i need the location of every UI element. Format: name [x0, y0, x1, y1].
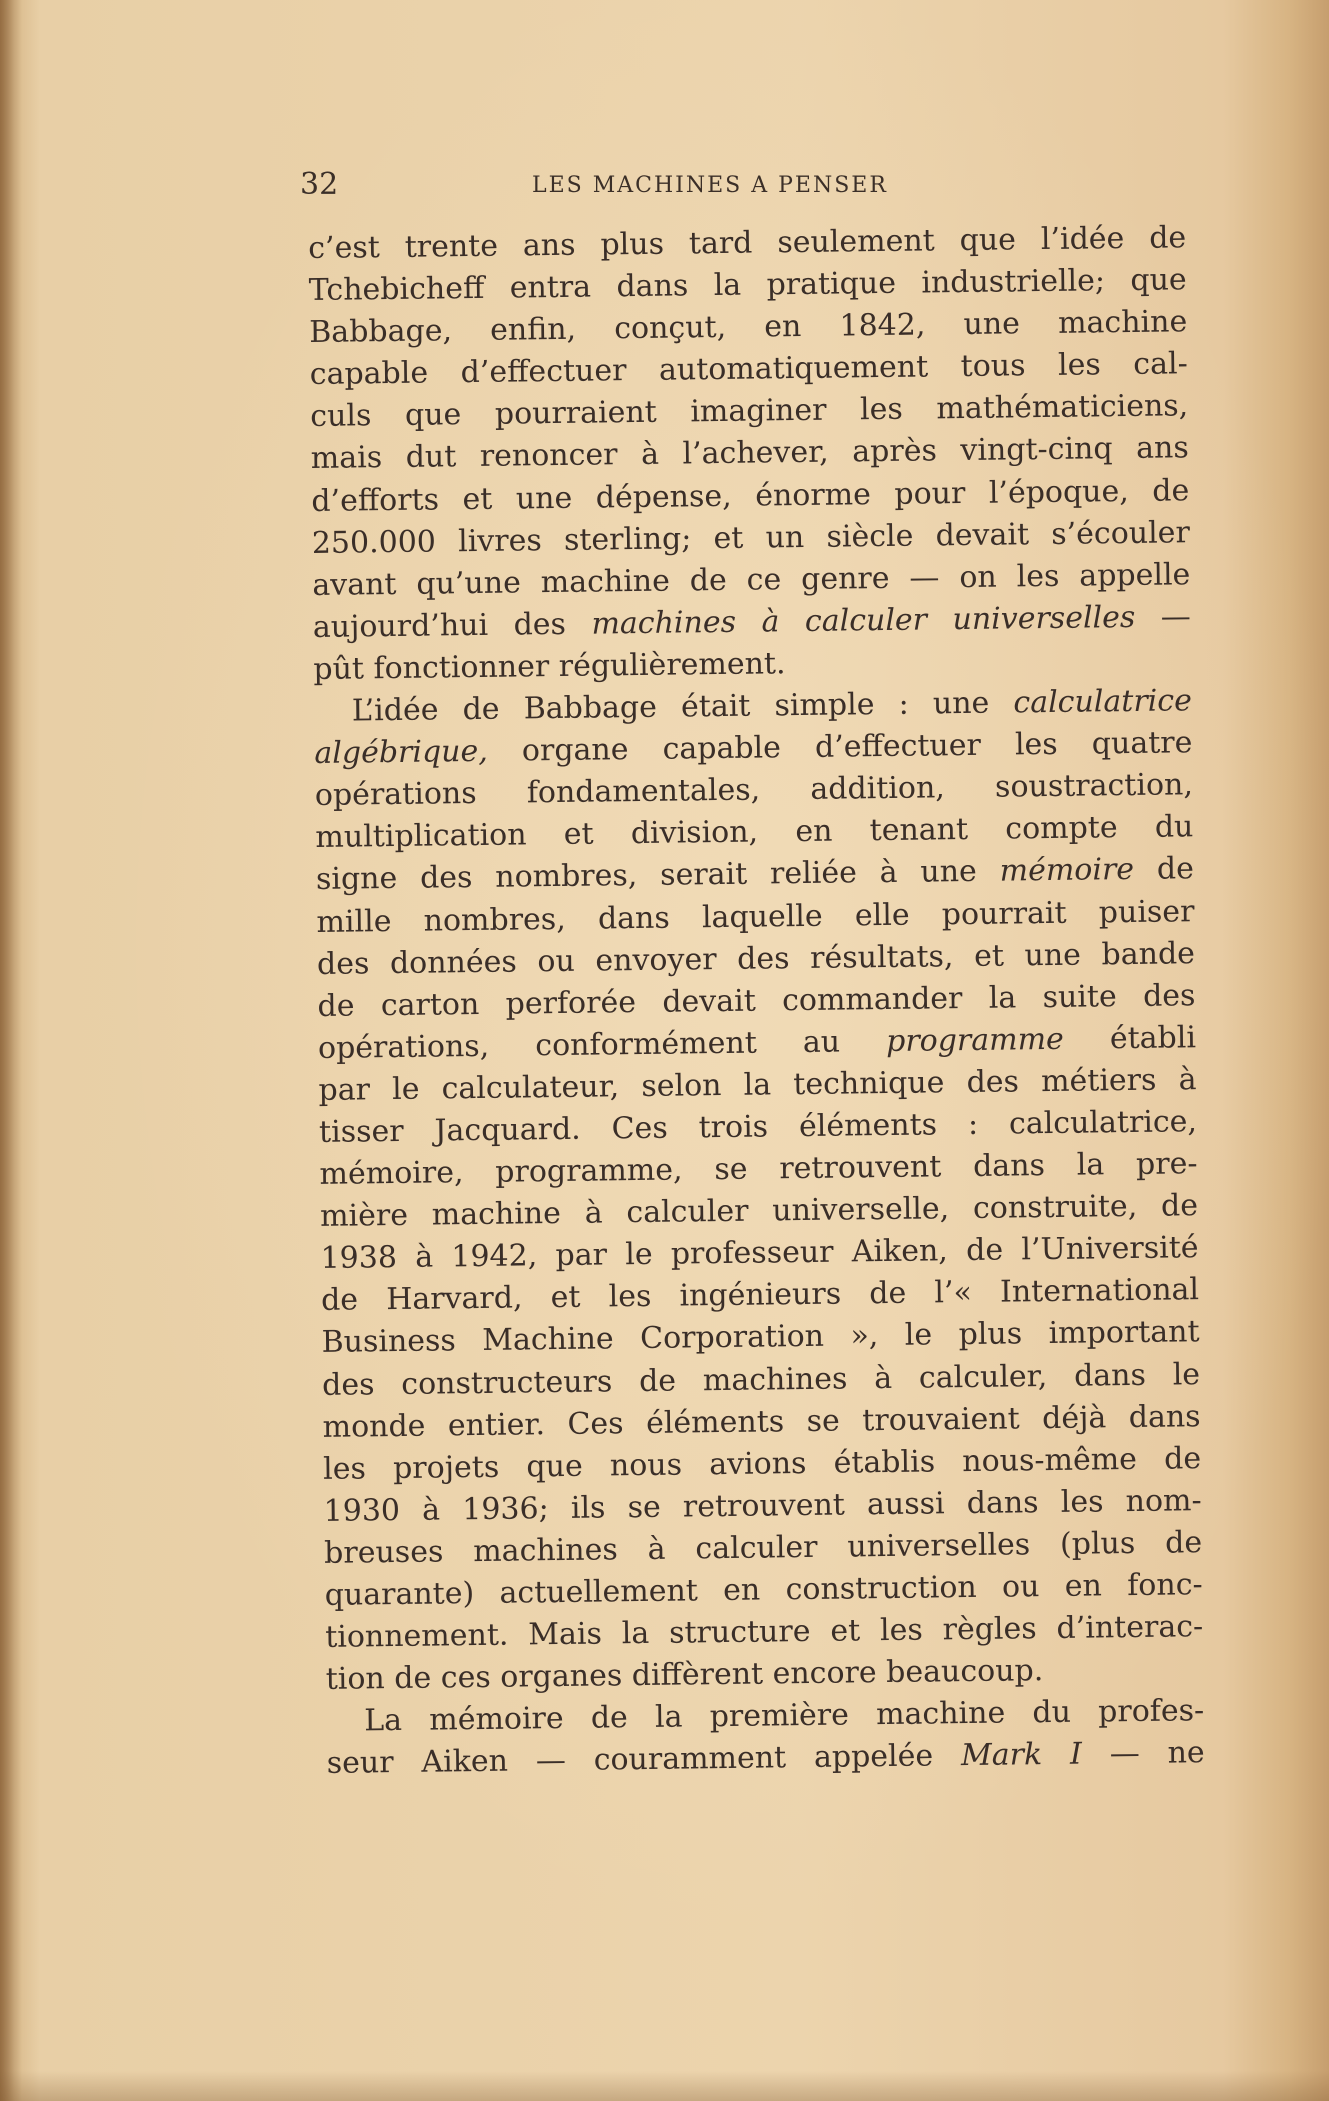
text-line-content: 250.000 livres sterling; et un siècle devait s’écouler [311, 514, 1190, 561]
text-line-content: mille nombres, dans laquelle elle pourrait puiser [316, 893, 1195, 940]
text-line-content: 1938 à 1942, par le professeur Aiken, de l’Université [320, 1230, 1199, 1277]
body-text [308, 217, 1205, 1785]
text-line-content: les projets que nous avions établis nous-même de [322, 1440, 1202, 1487]
text-line-content: mière machine à calculer universelle, construite, de [319, 1188, 1199, 1235]
text-line-content: avant qu’une machine de ce genre — on les appelle [312, 556, 1191, 603]
text-line-roman: — [1135, 599, 1192, 635]
text-line-content: La mémoire de la première machine du profes- [364, 1693, 1205, 1739]
text-line-content: tisser Jacquard. Ces trois éléments : calculatrice, [318, 1104, 1198, 1150]
text-line-content: monde entier. Ces éléments se trouvaient déjà dans [322, 1398, 1201, 1445]
text-line-content: pût fonctionner régulièrement. [313, 646, 786, 687]
text-line-roman: — ne [1081, 1735, 1205, 1773]
text-line-content: culs que pourraient imaginer les mathématiciens, [310, 388, 1189, 435]
page-number: 32 [300, 167, 339, 202]
text-line-italic: calculatrice [1013, 683, 1193, 721]
text-line-content: par le calculateur, selon la technique des métiers à [318, 1062, 1197, 1108]
text-line-content: de carton perforée devait commander la suite des [317, 977, 1196, 1024]
text-line-content: capable d’effectuer automatiquement tous les cal- [309, 346, 1188, 393]
text-line-content: des données ou envoyer des résultats, et une bande [316, 935, 1196, 982]
text-line-content: tionnement. Mais la structure et les règles d’interac- [325, 1609, 1204, 1655]
text-line-content: de Harvard, et les ingénieurs de l’« International [320, 1272, 1200, 1319]
text-line-content: d’efforts et une dépense, énorme pour l’époque, de [311, 472, 1190, 519]
text-line-content: des constructeurs de machines à calculer, dans le [321, 1356, 1201, 1403]
text-line-italic: algébrique, [314, 733, 489, 772]
text-line-roman: de [1133, 851, 1195, 888]
text-line-content: Babbage, enfin, conçut, en 1842, une machine [309, 304, 1188, 351]
running-title: LES MACHINES A PENSER [532, 173, 888, 198]
text-line-content: quarante) actuellement en construction ou en fonc- [324, 1567, 1203, 1613]
text-line-content: c’est trente ans plus tard seulement que l’idée de [308, 220, 1187, 266]
page-header [300, 165, 1080, 205]
text-line-roman: établi [1063, 1019, 1197, 1057]
text-line-roman: organe capable d’effectuer les quatre [487, 725, 1193, 769]
text-line-content: 1930 à 1936; ils se retrouvent aussi dans les nom- [323, 1482, 1202, 1529]
text-line-content: Tchebicheff entra dans la pratique industrielle; que [308, 262, 1187, 309]
text-line-italic: machines à calculer universelles [591, 599, 1136, 642]
text-line-italic: Mark I [960, 1737, 1083, 1774]
text-line-roman: seur Aiken — couramment appelée [326, 1738, 962, 1782]
text-line-roman: L’idée de Babbage était simple : une [351, 685, 1014, 729]
text-line-italic: programme [885, 1021, 1065, 1059]
text-line-roman: aujourd’hui des [312, 606, 592, 645]
text-line-content: mémoire, programme, se retrouvent dans la pre- [319, 1146, 1198, 1192]
text-line-italic: mémoire [999, 852, 1135, 890]
text-line-content: multiplication et division, en tenant compte du [315, 809, 1194, 856]
text-line-content: tion de ces organes diffèrent encore beaucoup. [325, 1653, 1044, 1698]
text-line-content: opérations fondamentales, addition, soustraction, [314, 767, 1194, 814]
text-line-content: mais dut renoncer à l’achever, après vingt-cinq ans [310, 430, 1189, 477]
text-line-roman: signe des nombres, serait reliée à une [315, 854, 1000, 898]
text-line-content: breuses machines à calculer universelles (plus de [323, 1525, 1203, 1571]
text-line-roman: opérations, conformément au [317, 1023, 887, 1066]
text-line-content: Business Machine Corporation », le plus important [321, 1314, 1200, 1361]
